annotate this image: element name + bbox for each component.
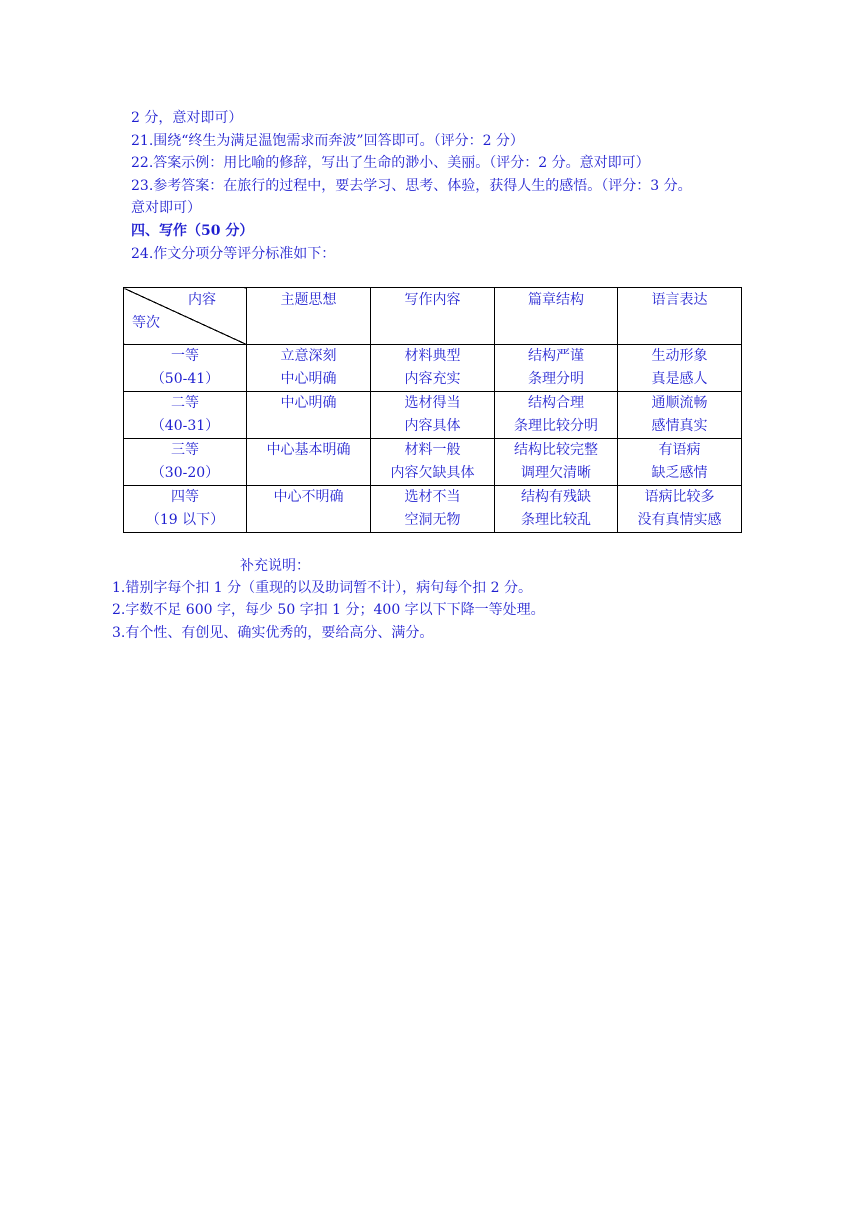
cell-text: 中心基本明确 [266,442,351,458]
cell-text: 条理分明 [528,371,584,387]
header-structure: 篇章结构 [495,288,618,345]
table-header-row [124,288,742,345]
table-row [124,486,742,533]
cell-text: 真是感人 [651,371,708,387]
section-heading: 四、写作（50 分） [131,223,254,239]
grade-cell [124,439,247,486]
structure-cell [495,392,618,439]
grade-range: （50-41） [150,371,220,387]
cell-text: 空洞无物 [404,512,461,528]
content-cell [371,392,495,439]
grade-range: （40-31） [150,418,220,434]
cell-text: 感情真实 [651,418,708,434]
cell-text: 缺乏感情 [651,465,708,481]
corner-label-grade: 等次 [132,315,160,331]
answer-22: 22.答案示例：用比喻的修辞，写出了生命的渺小、美丽。（评分：2 分。意对即可） [131,155,650,171]
cell-text: 条理比较分明 [514,418,598,434]
theme-cell [247,486,371,533]
grade-cell [124,392,247,439]
cell-text: 内容欠缺具体 [390,465,475,481]
grade-range: （19 以下） [145,512,225,528]
cell-text: 结构合理 [528,395,584,411]
cell-text: 没有真情实感 [637,512,722,528]
grade-name: 三等 [171,442,199,458]
content-cell [371,486,495,533]
cell-text: 调理欠清晰 [521,465,591,481]
answer-23: 23.参考答案：在旅行的过程中，要去学习、思考、体验，获得人生的感悟。（评分：3 分。 [131,178,692,194]
header-language: 语言表达 [618,288,742,345]
cell-text: 立意深刻 [280,348,337,364]
table-row [124,345,742,392]
cell-text: 内容具体 [404,418,461,434]
header-content: 写作内容 [371,288,495,345]
cell-text: 选材不当 [404,489,461,505]
content-cell [371,439,495,486]
theme-cell [247,439,371,486]
grade-cell [124,486,247,533]
cell-text: 中心明确 [280,395,337,411]
grade-name: 四等 [171,489,199,505]
cell-text: 结构有残缺 [521,489,591,505]
question-24: 24.作文分项分等评分标准如下： [131,246,336,262]
cell-text: 结构比较完整 [514,442,598,458]
cell-text: 结构严谨 [528,348,584,364]
cell-text: 材料典型 [404,348,461,364]
structure-cell [495,345,618,392]
language-cell [618,439,742,486]
scoring-table [123,287,742,533]
cell-text: 内容充实 [404,371,461,387]
structure-cell [495,486,618,533]
cell-text: 条理比较乱 [521,512,591,528]
cell-text: 有语病 [658,442,701,458]
structure-cell [495,439,618,486]
note-item-3: 3.有个性、有创见、确实优秀的，要给高分、满分。 [112,625,434,641]
theme-cell [247,392,371,439]
notes-title: 补充说明： [240,558,310,574]
grade-name: 一等 [171,348,199,364]
note-item-1: 1.错别字每个扣 1 分（重现的以及助词暂不计），病句每个扣 2 分。 [112,580,532,596]
answer-21: 21.围绕“终生为满足温饱需求而奔波”回答即可。（评分：2 分） [131,133,524,149]
grade-range: （30-20） [150,465,220,481]
note-item-2: 2.字数不足 600 字，每少 50 字扣 1 分；400 字以下下降一等处理。 [112,602,545,618]
answer-23-cont: 意对即可） [131,200,201,216]
cell-text: 生动形象 [651,348,708,364]
header-theme: 主题思想 [247,288,371,345]
language-cell [618,486,742,533]
grade-cell [124,345,247,392]
cell-text: 中心明确 [280,371,337,387]
cell-text: 选材得当 [404,395,461,411]
grade-name: 二等 [171,395,199,411]
cell-text: 语病比较多 [644,489,715,505]
language-cell [618,345,742,392]
answer-line-1: 2 分，意对即可） [131,110,243,126]
cell-text: 材料一般 [404,442,461,458]
table-row [124,392,742,439]
content-cell [371,345,495,392]
table-row [124,439,742,486]
language-cell [618,392,742,439]
corner-label-content: 内容 [188,292,216,308]
cell-text: 通顺流畅 [651,395,708,411]
table-corner-cell [124,288,247,345]
theme-cell [247,345,371,392]
cell-text: 中心不明确 [273,489,344,505]
